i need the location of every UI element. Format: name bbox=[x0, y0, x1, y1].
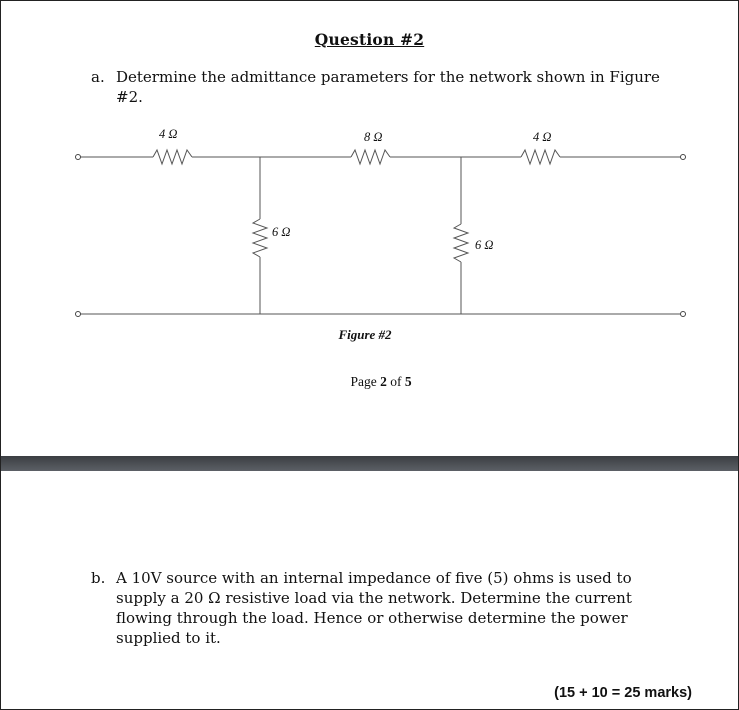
resistor-4ohm-right bbox=[521, 150, 560, 164]
resistor-4ohm-left bbox=[153, 150, 192, 164]
part-b-letter: b. bbox=[91, 569, 106, 587]
part-a-letter: a. bbox=[91, 68, 105, 86]
resistor-6ohm-right bbox=[454, 224, 468, 262]
part-a-text: Determine the admittance parameters for the network shown in Figure #2. bbox=[116, 68, 660, 106]
page-3 bbox=[1, 471, 738, 709]
part-b-text: A 10V source with an internal impedance of five (5) ohms is used to supply a 20 Ω resistive load via the network. Determine the current flowing through the load. Hence or otherwise determine the power supplied to it. bbox=[116, 569, 632, 647]
page-number-of: of bbox=[390, 374, 402, 389]
figure-caption: Figure #2 bbox=[338, 327, 392, 342]
circuit-diagram bbox=[61, 119, 701, 324]
label-shunt-left: 6 Ω bbox=[272, 225, 291, 239]
part-b bbox=[91, 568, 671, 648]
label-series-middle: 8 Ω bbox=[364, 130, 383, 144]
resistor-8ohm bbox=[351, 150, 390, 164]
page-number-current: 2 bbox=[380, 374, 387, 389]
page-number bbox=[1, 374, 739, 390]
resistor-6ohm-left bbox=[253, 219, 267, 257]
page-number-prefix: Page bbox=[350, 374, 377, 389]
page-2 bbox=[1, 1, 738, 456]
part-a bbox=[91, 67, 691, 107]
terminal-top-right bbox=[681, 155, 686, 160]
label-shunt-right: 6 Ω bbox=[475, 238, 494, 252]
question-title: Question #2 bbox=[314, 30, 425, 49]
page-number-total: 5 bbox=[404, 374, 412, 389]
label-series-right: 4 Ω bbox=[533, 130, 552, 144]
terminal-top-left bbox=[76, 155, 81, 160]
terminal-bottom-right bbox=[681, 312, 686, 317]
page-divider bbox=[1, 456, 738, 471]
label-series-left: 4 Ω bbox=[159, 127, 178, 141]
marks-total: (15 + 10 = 25 marks) bbox=[554, 685, 692, 701]
terminal-bottom-left bbox=[76, 312, 81, 317]
